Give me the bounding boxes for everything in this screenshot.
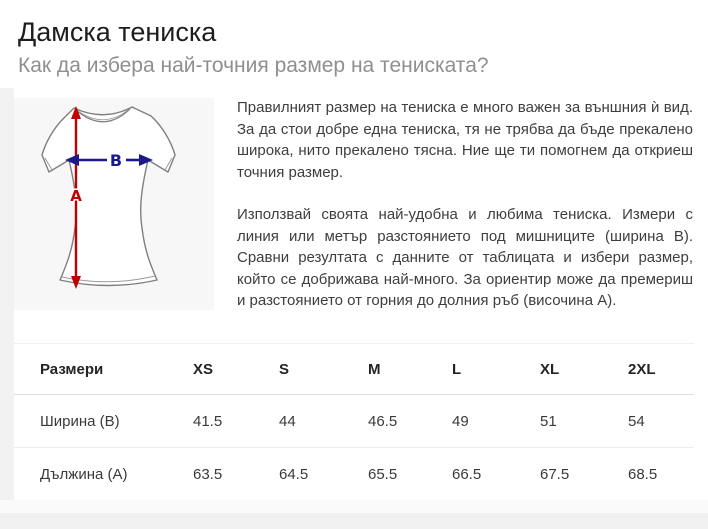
table-row-length (14, 448, 694, 501)
tshirt-outline (42, 107, 175, 286)
header (18, 16, 688, 79)
size-table (14, 343, 694, 501)
height-arrow-label: A (70, 187, 82, 205)
row-label-width: Ширина (B) (40, 412, 120, 430)
size-column-xs: XS (193, 360, 214, 378)
length-value-2xl: 68.5 (628, 465, 658, 483)
length-value-m: 65.5 (368, 465, 398, 483)
bottom-band-gray (0, 513, 708, 529)
size-column-s: S (279, 360, 290, 378)
size-column-l: L (452, 360, 462, 378)
size-table-header-label: Размери (40, 360, 104, 378)
row-label-length: Дължина (A) (40, 465, 128, 483)
tshirt-measurement-diagram (14, 98, 214, 310)
intro-text (237, 97, 693, 333)
length-value-l: 66.5 (452, 465, 482, 483)
page-title: Дамска тениска (18, 17, 217, 47)
size-column-xl: XL (540, 360, 560, 378)
length-value-s: 64.5 (279, 465, 309, 483)
bottom-band-light (0, 500, 708, 513)
size-column-2xl: 2XL (628, 360, 656, 378)
tshirt-diagram-svg (14, 98, 214, 310)
intro-paragraph-1: Правилният размер на тениска е много важен за външния ѝ вид. За да стои добре една тениска, тя не трябва да бъде прекалено широка, нито прекалено тясна. Ние ще ти помогнем да откриеш точния размер. (237, 99, 693, 181)
page-left-gutter (0, 88, 14, 529)
size-column-m: M (368, 360, 381, 378)
width-value-xl: 51 (540, 412, 557, 430)
width-value-s: 44 (279, 412, 296, 430)
length-value-xs: 63.5 (193, 465, 223, 483)
page-subtitle: Как да избера най-точния размер на тениската? (18, 54, 489, 77)
width-value-l: 49 (452, 412, 469, 430)
width-value-m: 46.5 (368, 412, 398, 430)
table-row-width (14, 395, 694, 448)
width-value-2xl: 54 (628, 412, 645, 430)
width-value-xs: 41.5 (193, 412, 223, 430)
intro-paragraph-2: Използвай своята най-удобна и любима тениска. Измери с линия или метър разстоянието под мишниците (ширина B). Сравни резултата с данните от таблицата и избери размер, който се добрижава най-много. За ориентир може да премериш и разстоянието от горния до долния ръб (височина A). (237, 206, 693, 309)
length-value-xl: 67.5 (540, 465, 570, 483)
width-arrow-label: B (109, 151, 123, 170)
size-table-header-row (14, 344, 694, 395)
